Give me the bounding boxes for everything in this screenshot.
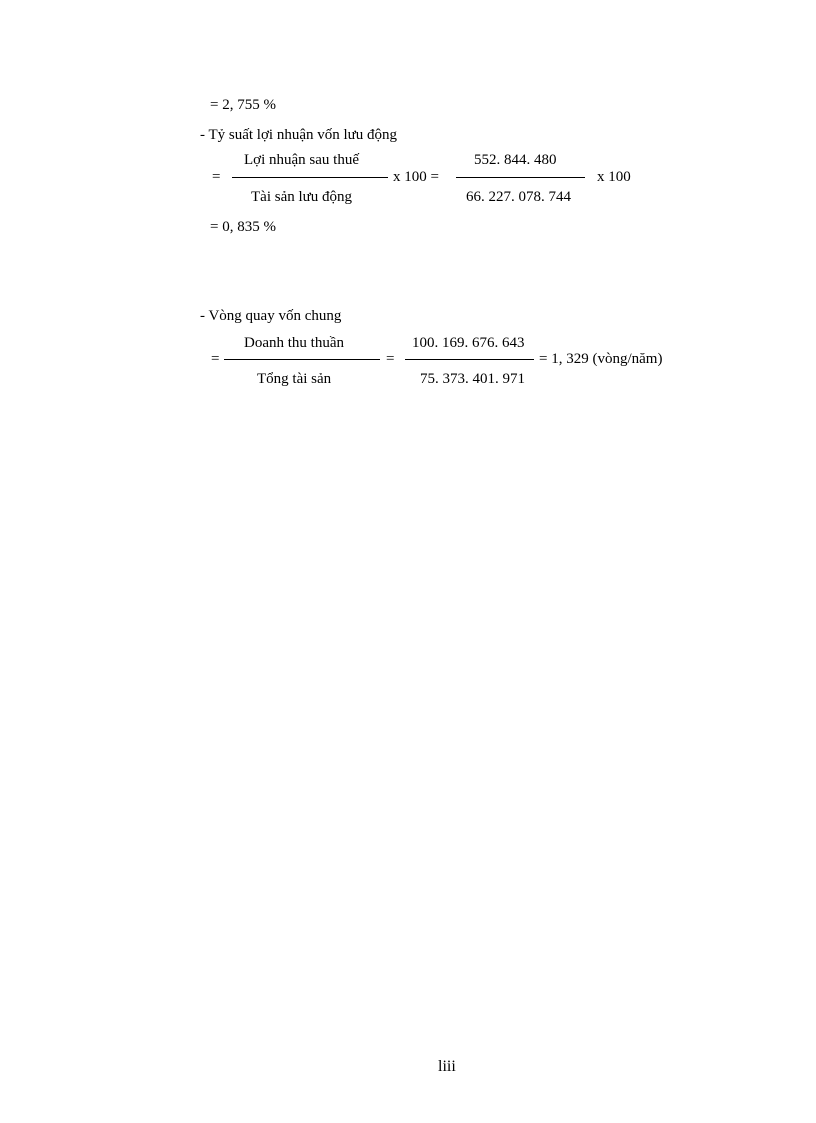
- multiply-equals: x 100 =: [393, 169, 439, 185]
- result-turnover: = 1, 329 (vòng/năm): [539, 351, 663, 367]
- fraction-numerator-value: 100. 169. 676. 643: [412, 335, 525, 351]
- result-line-1: = 2, 755 %: [210, 97, 276, 113]
- result-line-2: = 0, 835 %: [210, 219, 276, 235]
- multiply-100: x 100: [597, 169, 631, 185]
- section-title-capital-turnover: - Vòng quay vốn chung: [200, 308, 342, 324]
- section-title-working-capital-return: - Tỷ suất lợi nhuận vốn lưu động: [200, 127, 398, 143]
- equals-sign: =: [211, 351, 220, 367]
- fraction-numerator-value: 552. 844. 480: [474, 152, 557, 168]
- fraction-denominator-text: Tài sản lưu động: [251, 189, 353, 205]
- page-number: liii: [438, 1058, 456, 1075]
- fraction-denominator-value: 66. 227. 078. 744: [466, 189, 571, 205]
- fraction-numerator-text: Doanh thu thuần: [244, 335, 344, 351]
- equals-sign: =: [212, 169, 221, 185]
- fraction-bar: [232, 177, 388, 178]
- fraction-denominator-value: 75. 373. 401. 971: [420, 371, 525, 387]
- fraction-denominator-text: Tổng tài sản: [257, 371, 332, 387]
- fraction-numerator-text: Lợi nhuận sau thuế: [244, 152, 359, 168]
- fraction-bar: [224, 359, 380, 360]
- fraction-bar: [405, 359, 534, 360]
- equals-sign: =: [386, 351, 395, 367]
- fraction-bar: [456, 177, 585, 178]
